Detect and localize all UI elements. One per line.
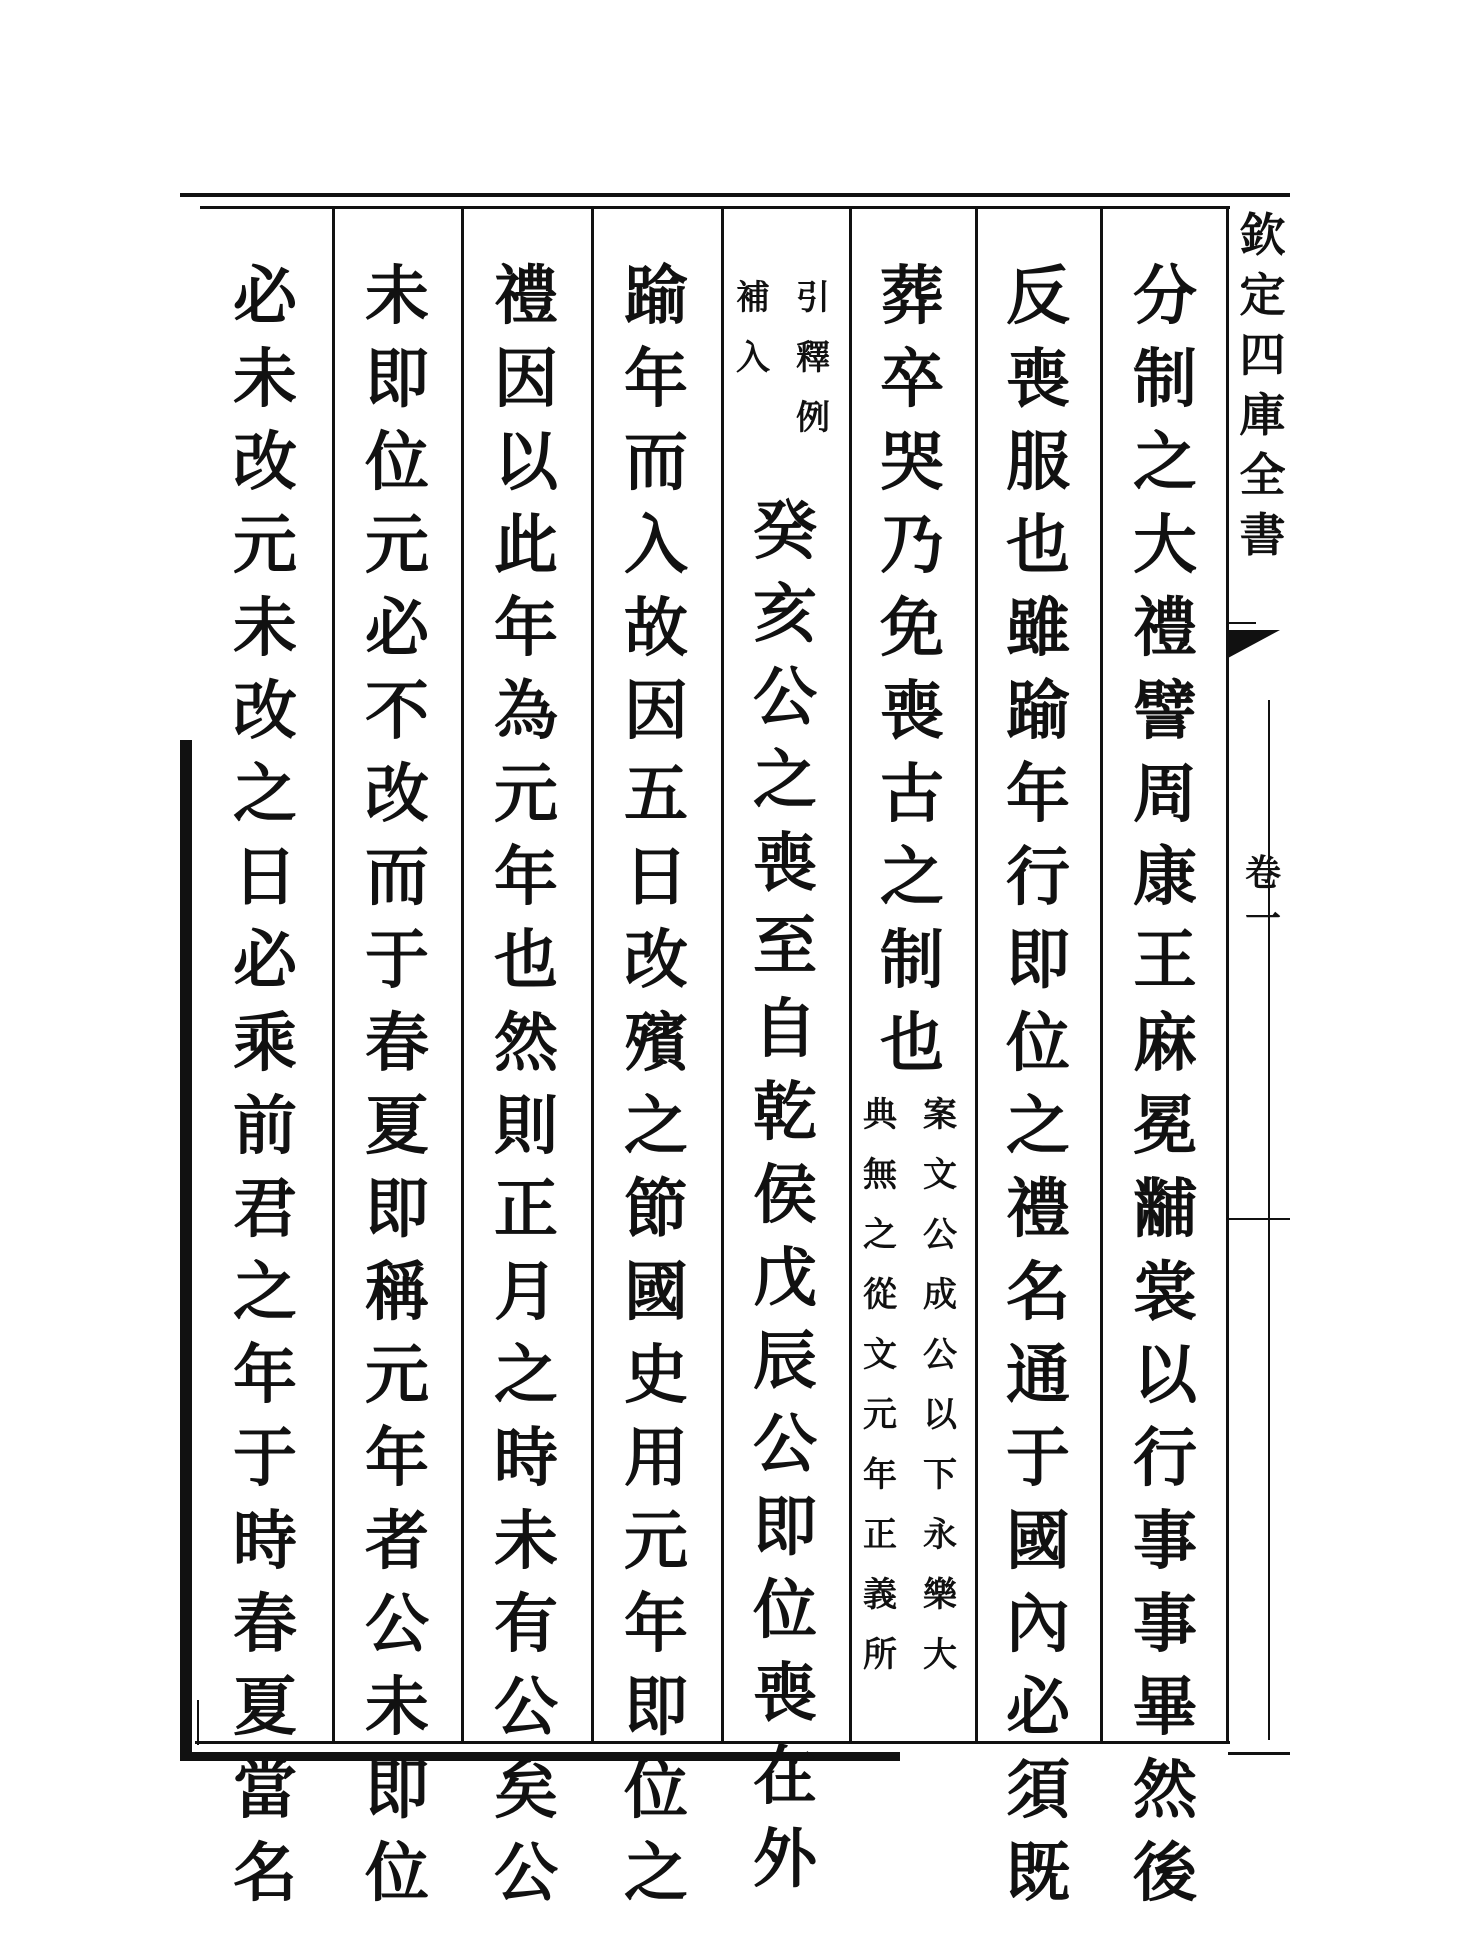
char: 乾	[753, 1075, 817, 1150]
char: 之	[624, 1836, 688, 1911]
char: 以	[494, 425, 558, 500]
volume-char: 一	[1244, 898, 1281, 940]
note-char: 以	[923, 1395, 957, 1435]
char: 未	[494, 1504, 558, 1579]
note-char: 例	[796, 398, 830, 438]
char: 夏	[233, 1670, 297, 1745]
note-char: 正	[863, 1515, 897, 1555]
char: 殯	[624, 1006, 688, 1081]
char: 元	[624, 1504, 688, 1579]
banxin-divider	[1226, 1218, 1290, 1220]
note-line-left	[728, 268, 778, 448]
char: 用	[624, 1421, 688, 1496]
char: 王	[1133, 923, 1197, 998]
char: 前	[233, 1089, 297, 1164]
char: 即	[1006, 923, 1070, 998]
char: 未	[365, 259, 429, 334]
annotation-note	[855, 1085, 965, 1685]
char: 踰	[624, 259, 688, 334]
char: 必	[365, 591, 429, 666]
char: 位	[365, 1836, 429, 1911]
char: 日	[233, 840, 297, 915]
char: 于	[1006, 1421, 1070, 1496]
char: 必	[233, 259, 297, 334]
char: 之	[753, 743, 817, 818]
char: 于	[233, 1421, 297, 1496]
char: 葬	[880, 259, 944, 334]
char: 年	[624, 1587, 688, 1662]
note-char: 之	[863, 1215, 897, 1255]
char: 行	[1006, 840, 1070, 915]
char: 侯	[753, 1158, 817, 1233]
char: 元	[365, 1338, 429, 1413]
char: 免	[880, 591, 944, 666]
banxin-title-bottom	[1226, 622, 1256, 624]
text-column-6	[466, 255, 586, 1915]
note-char: 公	[923, 1335, 957, 1375]
char: 位	[365, 425, 429, 500]
note-char: 文	[923, 1155, 957, 1195]
note-char: 案	[923, 1095, 957, 1135]
column-divider	[332, 208, 335, 1742]
char: 自	[753, 992, 817, 1067]
char: 而	[365, 840, 429, 915]
char: 即	[365, 342, 429, 417]
char: 古	[880, 757, 944, 832]
text-column-8	[205, 255, 325, 1915]
char: 君	[233, 1172, 297, 1247]
char: 內	[1006, 1587, 1070, 1662]
char: 通	[1006, 1338, 1070, 1413]
bottom-border-right	[1228, 1752, 1290, 1755]
char: 未	[233, 591, 297, 666]
text-column-3	[852, 255, 972, 1085]
char: 公	[494, 1670, 558, 1745]
text-column-1	[1105, 255, 1225, 1915]
char: 事	[1133, 1504, 1197, 1579]
char: 名	[233, 1836, 297, 1911]
char: 為	[494, 674, 558, 749]
note-char: 引	[796, 278, 830, 318]
column-divider	[461, 208, 464, 1742]
note-char: 成	[923, 1275, 957, 1315]
char: 喪	[753, 1656, 817, 1731]
margin-title-char: 四	[1239, 328, 1286, 382]
char: 須	[1006, 1753, 1070, 1828]
char: 史	[624, 1338, 688, 1413]
margin-title-char: 定	[1239, 268, 1286, 322]
char: 然	[494, 1006, 558, 1081]
char: 哭	[880, 425, 944, 500]
char: 春	[365, 1006, 429, 1081]
char: 元	[233, 508, 297, 583]
char: 冕	[1133, 1089, 1197, 1164]
char: 也	[494, 923, 558, 998]
char: 喪	[1006, 342, 1070, 417]
margin-title-char: 全	[1239, 448, 1286, 502]
char: 位	[753, 1573, 817, 1648]
char: 五	[624, 757, 688, 832]
char: 戊	[753, 1241, 817, 1316]
char: 之	[1133, 425, 1197, 500]
char: 元	[365, 508, 429, 583]
text-column-4	[725, 490, 845, 1901]
char: 即	[365, 1172, 429, 1247]
left-border-bar	[180, 740, 192, 1760]
char: 也	[1006, 508, 1070, 583]
char: 節	[624, 1172, 688, 1247]
char: 公	[365, 1587, 429, 1662]
char: 之	[233, 757, 297, 832]
column-divider	[591, 208, 594, 1742]
char: 踰	[1006, 674, 1070, 749]
char: 年	[624, 342, 688, 417]
char: 改	[624, 923, 688, 998]
char: 喪	[753, 826, 817, 901]
char: 制	[880, 923, 944, 998]
char: 外	[753, 1822, 817, 1897]
char: 之	[233, 1255, 297, 1330]
char: 以	[1133, 1338, 1197, 1413]
margin-title-char: 欽	[1239, 208, 1286, 262]
char: 之	[880, 840, 944, 915]
char: 既	[1006, 1836, 1070, 1911]
char: 矣	[494, 1753, 558, 1828]
char: 麻	[1133, 1006, 1197, 1081]
char: 即	[365, 1753, 429, 1828]
char: 裳	[1133, 1255, 1197, 1330]
char: 禮	[1133, 591, 1197, 666]
char: 夏	[365, 1089, 429, 1164]
char: 卒	[880, 342, 944, 417]
fishtail-mark	[1228, 630, 1280, 658]
char: 改	[365, 757, 429, 832]
text-column-7	[337, 255, 457, 1915]
top-border-inner	[200, 206, 1230, 209]
note-char: 大	[923, 1635, 957, 1675]
char: 未	[233, 342, 297, 417]
char: 年	[1006, 757, 1070, 832]
char: 之	[494, 1338, 558, 1413]
margin-title	[1235, 205, 1290, 565]
note-char: 下	[923, 1455, 957, 1495]
column-divider	[721, 208, 724, 1742]
volume-char: 卷	[1244, 852, 1281, 894]
char: 黼	[1133, 1172, 1197, 1247]
char: 年	[233, 1338, 297, 1413]
char: 時	[494, 1421, 558, 1496]
char: 癸	[753, 494, 817, 569]
note-line-right	[788, 268, 838, 448]
char: 位	[1006, 1006, 1070, 1081]
note-char: 永	[923, 1515, 957, 1555]
char: 禮	[1006, 1172, 1070, 1247]
note-char: 釋	[796, 338, 830, 378]
char: 亥	[753, 577, 817, 652]
margin-title-char: 庫	[1239, 388, 1286, 442]
note-char: 補	[736, 278, 770, 318]
char: 也	[880, 1006, 944, 1081]
note-char: 無	[863, 1155, 897, 1195]
char: 正	[494, 1172, 558, 1247]
note-line-right	[915, 1085, 965, 1685]
char: 國	[1006, 1504, 1070, 1579]
char: 公	[494, 1836, 558, 1911]
char: 乃	[880, 508, 944, 583]
char: 不	[365, 674, 429, 749]
note-char: 入	[736, 338, 770, 378]
char: 此	[494, 508, 558, 583]
char: 年	[494, 840, 558, 915]
top-border-outer	[180, 193, 1290, 197]
char: 年	[494, 591, 558, 666]
note-char: 年	[863, 1455, 897, 1495]
char: 康	[1133, 840, 1197, 915]
note-char: 從	[863, 1275, 897, 1315]
char: 未	[365, 1670, 429, 1745]
char: 而	[624, 425, 688, 500]
note-char: 公	[923, 1215, 957, 1255]
note-char: 所	[863, 1635, 897, 1675]
char: 稱	[365, 1255, 429, 1330]
char: 反	[1006, 259, 1070, 334]
char: 後	[1133, 1836, 1197, 1911]
text-column-2	[978, 255, 1098, 1915]
char: 改	[233, 674, 297, 749]
char: 辰	[753, 1324, 817, 1399]
char: 名	[1006, 1255, 1070, 1330]
volume-label	[1238, 850, 1288, 942]
char: 當	[233, 1753, 297, 1828]
note-char: 義	[863, 1575, 897, 1615]
char: 行	[1133, 1421, 1197, 1496]
char: 即	[624, 1670, 688, 1745]
char: 年	[365, 1421, 429, 1496]
note-char: 樂	[923, 1575, 957, 1615]
char: 入	[624, 508, 688, 583]
char: 于	[365, 923, 429, 998]
char: 位	[624, 1753, 688, 1828]
char: 雖	[1006, 591, 1070, 666]
char: 之	[624, 1089, 688, 1164]
char: 在	[753, 1739, 817, 1814]
char: 即	[753, 1490, 817, 1565]
char: 則	[494, 1089, 558, 1164]
char: 喪	[880, 674, 944, 749]
left-border-thin	[197, 1700, 199, 1745]
char: 分	[1133, 259, 1197, 334]
char: 必	[233, 923, 297, 998]
char: 服	[1006, 425, 1070, 500]
char: 有	[494, 1587, 558, 1662]
char: 畢	[1133, 1670, 1197, 1745]
note-char: 元	[863, 1395, 897, 1435]
column-divider	[1100, 208, 1103, 1742]
char: 然	[1133, 1753, 1197, 1828]
char: 事	[1133, 1587, 1197, 1662]
char: 必	[1006, 1670, 1070, 1745]
char: 大	[1133, 508, 1197, 583]
char: 國	[624, 1255, 688, 1330]
char: 故	[624, 591, 688, 666]
annotation-note-top	[728, 268, 838, 448]
char: 改	[233, 425, 297, 500]
char: 之	[1006, 1089, 1070, 1164]
text-column-5	[596, 255, 716, 1915]
char: 周	[1133, 757, 1197, 832]
char: 譬	[1133, 674, 1197, 749]
char: 乘	[233, 1006, 297, 1081]
char: 元	[494, 757, 558, 832]
char: 春	[233, 1587, 297, 1662]
char: 時	[233, 1504, 297, 1579]
note-line-left	[855, 1085, 905, 1685]
right-frame-line	[1226, 208, 1229, 1742]
char: 公	[753, 1407, 817, 1482]
char: 因	[494, 342, 558, 417]
char: 月	[494, 1255, 558, 1330]
margin-title-char: 書	[1239, 508, 1286, 562]
note-char: 典	[863, 1095, 897, 1135]
char: 因	[624, 674, 688, 749]
note-char: 文	[863, 1335, 897, 1375]
char: 公	[753, 660, 817, 735]
char: 制	[1133, 342, 1197, 417]
char: 至	[753, 909, 817, 984]
char: 禮	[494, 259, 558, 334]
char: 日	[624, 840, 688, 915]
char: 者	[365, 1504, 429, 1579]
